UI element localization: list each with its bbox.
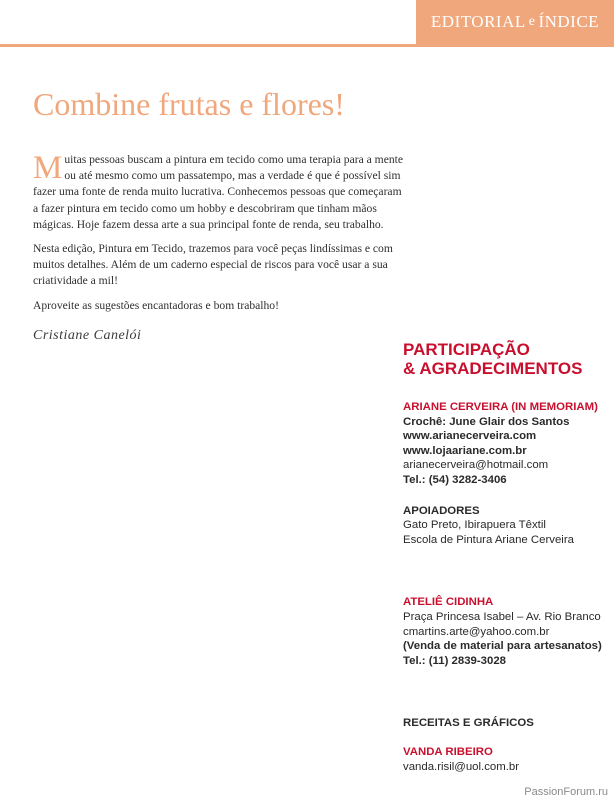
credit-name: VANDA RIBEIRO (403, 745, 493, 758)
credit-email-link[interactable]: cmartins.arte@yahoo.com.br (403, 625, 550, 638)
header-rule (0, 44, 614, 47)
editorial-paragraph-2: Nesta edição, Pintura em Tecido, trazemos para você peças lindíssimas e com muitos detalhes. Além de um caderno especial de riscos para você usar a sua criatividade a mil! (33, 242, 393, 288)
drop-cap: M (33, 150, 63, 186)
credit-site-link[interactable]: www.arianecerveira.com (403, 430, 537, 443)
credit-name: ARIANE CERVEIRA (IN MEMORIAM) (403, 401, 598, 413)
credit-atelie (403, 595, 608, 668)
paragraph-1-text: uitas pessoas buscam a pintura em tecido como uma terapia para a mente ou até mesmo como um passatempo, mas a verdade é que é possível sim fazer uma fonte de renda muito lucrativa. Conhecemos pessoas que começaram a fazer pintura em tecido como um hobby e descobriram que tinham mãos mágicas. Hoje fazem dessa arte a sua principal fonte de renda, seu trabalho. (33, 153, 404, 231)
credit-line: Gato Preto, Ibirapuera Têxtil (403, 519, 546, 532)
credits-heading (403, 340, 608, 378)
credit-apoiadores (403, 504, 608, 548)
credit-phone: Tel.: (11) 2839-3028 (403, 654, 506, 667)
watermark: PassionForum.ru (524, 786, 608, 798)
credit-receitas (403, 716, 608, 731)
section-label-part1: EDITORIAL (430, 12, 526, 31)
credit-ariane (403, 400, 608, 488)
credits-heading-line2: & AGRADECIMENTOS (403, 359, 583, 378)
section-tab (416, 0, 614, 44)
section-label-join: e (528, 14, 536, 29)
credit-note: (Venda de material para artesanatos) (403, 640, 602, 653)
credits-panel (403, 340, 608, 790)
editorial-title: Combine frutas e flores! (33, 86, 345, 122)
credit-email-link[interactable]: arianecerveira@hotmail.com (403, 459, 549, 472)
credit-phone: Tel.: (54) 3282-3406 (403, 473, 507, 486)
editorial-body (33, 152, 403, 322)
credit-vanda (403, 745, 608, 774)
credit-line: Escola de Pintura Ariane Cerveira (403, 533, 574, 546)
credit-store-link[interactable]: www.lojaariane.com.br (403, 444, 527, 457)
credits-heading-line1: PARTICIPAÇÃO (403, 340, 530, 359)
credit-title: APOIADORES (403, 504, 480, 517)
credit-croche: Crochê: June Glair dos Santos (403, 415, 570, 428)
credit-email-link[interactable]: vanda.risil@uol.com.br (403, 760, 520, 773)
signature: Cristiane Canelói (33, 328, 142, 343)
editorial-paragraph-1 (33, 152, 403, 233)
credit-name: ATELIÊ CIDINHA (403, 596, 494, 609)
editorial-paragraph-3: Aproveite as sugestões encantadoras e bom trabalho! (33, 298, 279, 312)
credit-title: RECEITAS E GRÁFICOS (403, 717, 534, 730)
section-label-part2: ÍNDICE (538, 12, 600, 31)
credit-address: Praça Princesa Isabel – Av. Rio Branco (403, 610, 601, 623)
